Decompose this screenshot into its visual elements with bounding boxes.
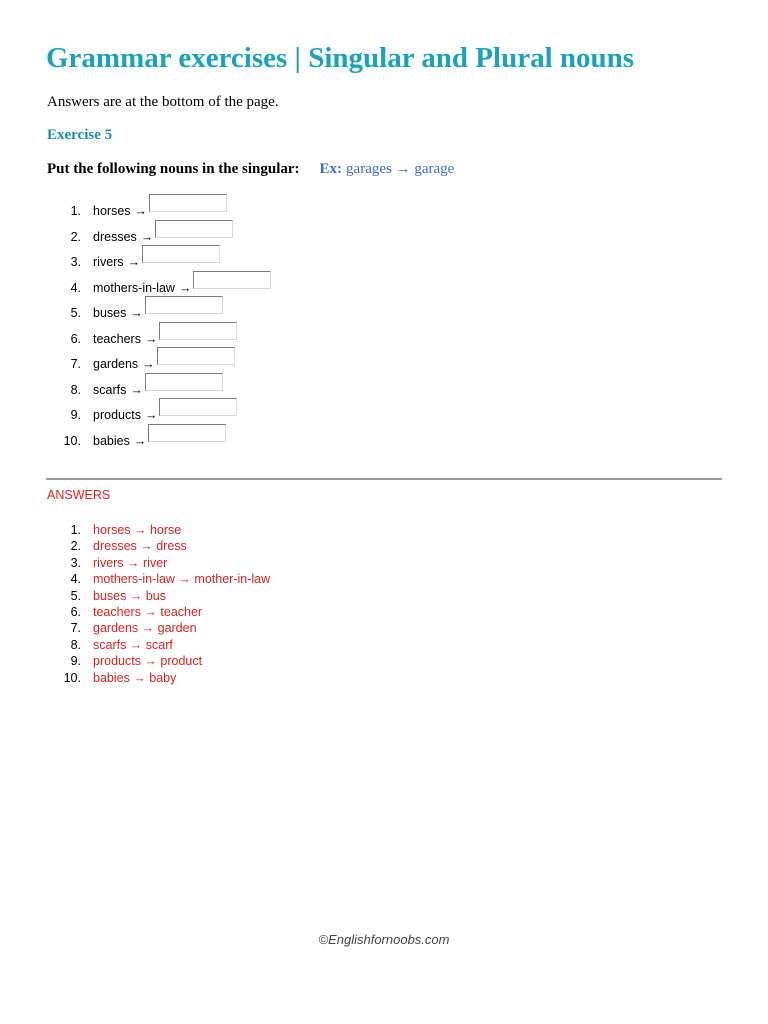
- footer-copyright: ©Englishfornoobs.com: [318, 932, 450, 947]
- question-item: [0, 426, 226, 448]
- arrow-icon: →: [134, 204, 148, 218]
- example-text: garages → garage: [346, 161, 455, 177]
- answer-text: scarfs → scarf: [93, 637, 173, 652]
- question-word: horses: [93, 204, 131, 218]
- answer-text: rivers → river: [93, 555, 168, 570]
- exercise-heading: Exercise 5: [47, 127, 113, 143]
- question-word: scarfs: [93, 382, 127, 397]
- instruction-line: [47, 161, 454, 178]
- question-item: [0, 273, 271, 295]
- question-number: 9.: [70, 408, 81, 422]
- answer-item: [0, 653, 768, 669]
- answer-item: [0, 555, 768, 571]
- question-item: [0, 324, 237, 346]
- answer-item: [0, 588, 768, 604]
- question-number: 10.: [63, 433, 81, 448]
- answer-number: 7.: [70, 621, 81, 636]
- answer-input[interactable]: [145, 296, 223, 314]
- question-item: [0, 247, 220, 269]
- answer-number: 10.: [63, 670, 81, 685]
- arrow-icon: →: [144, 408, 158, 422]
- answer-input[interactable]: [148, 424, 226, 442]
- arrow-icon: →: [142, 357, 155, 371]
- arrow-icon: →: [144, 331, 158, 346]
- answer-text: horses → horse: [93, 523, 182, 537]
- arrow-icon: →: [130, 306, 143, 320]
- page-title: Grammar exercises | Singular and Plural nouns: [46, 42, 635, 74]
- question-item: [0, 196, 227, 218]
- question-word: mothers-in-law: [93, 280, 175, 295]
- arrow-icon: →: [127, 255, 141, 269]
- question-number: 2.: [70, 229, 81, 244]
- answer-text: gardens → garden: [93, 621, 197, 636]
- answer-item: [0, 571, 768, 587]
- question-item: [0, 298, 223, 320]
- question-number: 5.: [70, 306, 81, 320]
- question-number: 7.: [70, 357, 81, 371]
- question-item: [0, 222, 233, 244]
- question-number: 6.: [70, 331, 81, 346]
- question-word: products: [93, 408, 141, 422]
- question-item: [0, 349, 235, 371]
- answer-text: mothers-in-law → mother-in-law: [93, 572, 271, 587]
- answer-input[interactable]: [157, 347, 235, 365]
- arrow-icon: →: [178, 280, 192, 295]
- question-number: 1.: [70, 204, 81, 218]
- answer-text: teachers → teacher: [93, 604, 203, 619]
- answer-item: [0, 604, 768, 620]
- example: [320, 161, 455, 178]
- answer-list: [0, 522, 768, 686]
- answer-number: 9.: [70, 654, 81, 669]
- question-word: teachers: [93, 331, 141, 346]
- answer-item: [0, 670, 768, 686]
- answer-text: buses → bus: [93, 588, 166, 603]
- answer-number: 8.: [70, 637, 81, 652]
- question-number: 4.: [70, 280, 81, 295]
- answer-text: products → product: [93, 654, 203, 669]
- answer-text: babies → baby: [93, 670, 177, 685]
- question-word: buses: [93, 306, 127, 320]
- answer-text: dresses → dress: [93, 539, 187, 554]
- question-number: 3.: [70, 255, 81, 269]
- answer-input[interactable]: [142, 245, 220, 263]
- answer-number: 3.: [70, 555, 81, 570]
- question-word: babies: [93, 433, 130, 448]
- example-label: Ex:: [319, 161, 343, 177]
- question-word: dresses: [93, 229, 137, 244]
- answer-input[interactable]: [159, 322, 237, 340]
- answer-item: [0, 620, 768, 636]
- answer-number: 2.: [70, 539, 81, 554]
- answer-input[interactable]: [159, 398, 237, 416]
- intro-text: Answers are at the bottom of the page.: [47, 94, 279, 110]
- question-number: 8.: [70, 382, 81, 397]
- question-word: rivers: [93, 255, 124, 269]
- answer-number: 6.: [70, 604, 81, 619]
- instruction-text: Put the following nouns in the singular:: [47, 161, 300, 177]
- question-word: gardens: [93, 357, 139, 371]
- arrow-icon: →: [140, 229, 154, 244]
- answer-item: [0, 538, 768, 554]
- answer-number: 1.: [70, 523, 81, 537]
- arrow-icon: →: [130, 382, 143, 397]
- answer-item: [0, 522, 768, 538]
- arrow-icon: →: [133, 433, 147, 448]
- answer-input[interactable]: [155, 220, 233, 238]
- section-divider: [46, 478, 722, 480]
- answers-heading: ANSWERS: [47, 488, 111, 502]
- answer-input[interactable]: [193, 271, 271, 289]
- answer-number: 5.: [70, 588, 81, 603]
- question-item: [0, 375, 223, 397]
- answer-number: 4.: [70, 572, 81, 587]
- answer-item: [0, 637, 768, 653]
- answer-input[interactable]: [145, 373, 223, 391]
- answer-input[interactable]: [149, 194, 227, 212]
- question-item: [0, 400, 237, 422]
